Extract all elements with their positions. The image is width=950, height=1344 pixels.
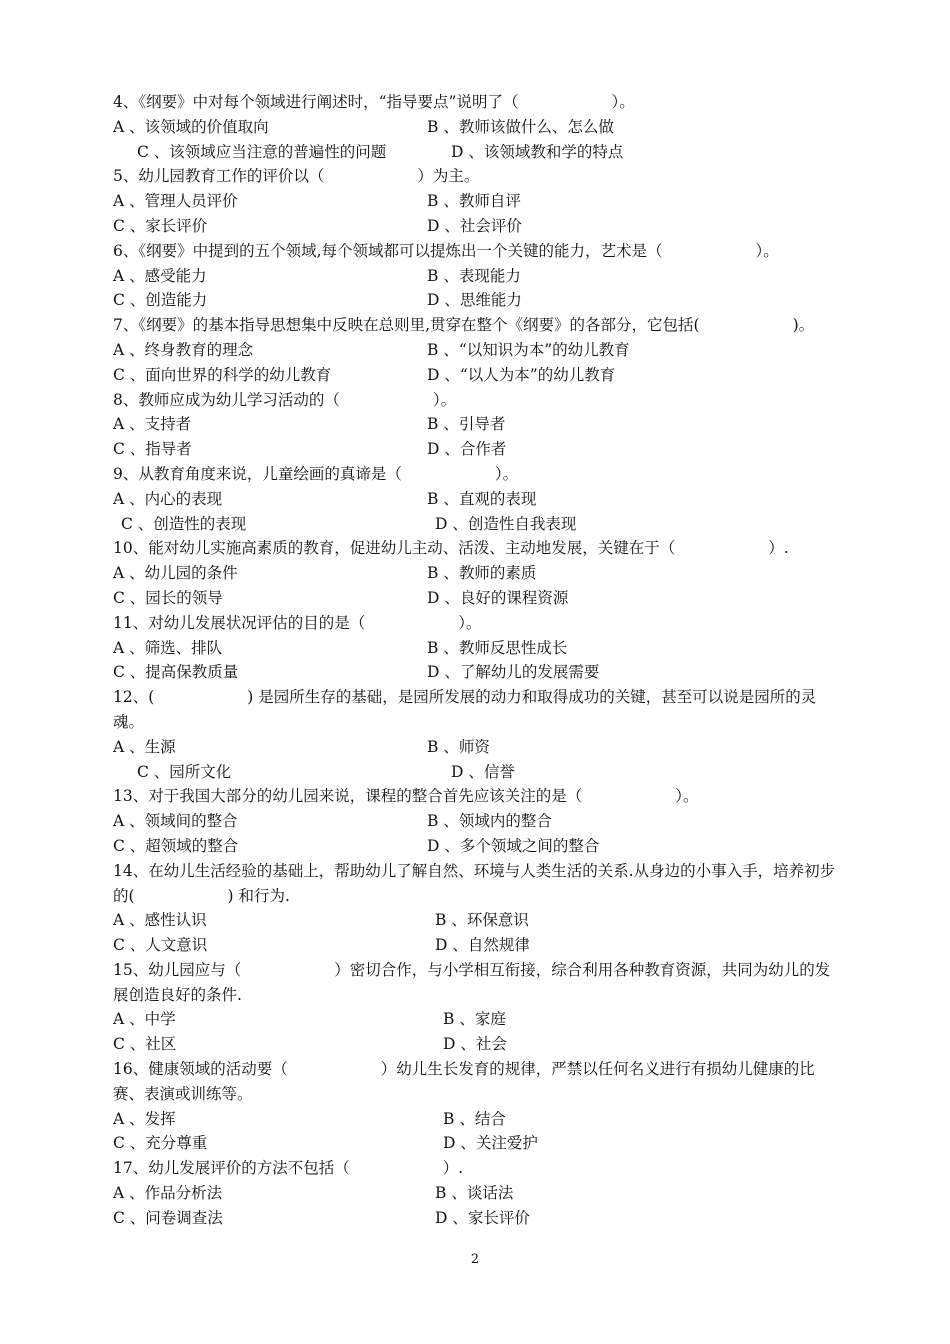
option-b: B 、环保意识 bbox=[435, 911, 529, 930]
question-13 bbox=[113, 784, 839, 858]
option-d: D 、信誉 bbox=[451, 762, 515, 781]
option-d: D 、社会 bbox=[443, 1035, 507, 1054]
option-d: D 、了解幼儿的发展需要 bbox=[427, 663, 600, 682]
option-c: C 、人文意识 bbox=[113, 936, 208, 955]
option-b: B 、谈话法 bbox=[435, 1184, 514, 1203]
question-stem: 17、幼儿发展评价的方法不包括（ ）. bbox=[113, 1159, 464, 1178]
page-number: 2 bbox=[470, 1252, 480, 1267]
option-b: B 、教师的素质 bbox=[427, 564, 537, 583]
question-6 bbox=[113, 239, 839, 313]
option-a: A 、领域间的整合 bbox=[113, 812, 238, 831]
option-a: A 、感性认识 bbox=[113, 911, 207, 930]
question-stem: 4、《纲要》中对每个领域进行阐述时，“指导要点”说明了（ ）。 bbox=[113, 93, 635, 111]
question-4 bbox=[113, 90, 839, 164]
option-a: A 、感受能力 bbox=[113, 266, 207, 285]
question-stem: 16、健康领域的活动要（ ）幼儿生长发育的规律，严禁以任何名义进行有损幼儿健康的比赛、表演或训练等。 bbox=[113, 1060, 815, 1103]
option-c: C 、创造能力 bbox=[113, 291, 208, 310]
option-c: C 、问卷调查法 bbox=[113, 1208, 223, 1227]
option-a: A 、发挥 bbox=[113, 1109, 176, 1128]
option-b: B 、教师自评 bbox=[427, 192, 521, 211]
question-8 bbox=[113, 388, 839, 462]
question-17 bbox=[113, 1156, 839, 1230]
option-b: B 、直观的表现 bbox=[427, 489, 537, 508]
option-d: D 、多个领域之间的整合 bbox=[427, 836, 600, 855]
question-list bbox=[113, 90, 839, 1231]
question-stem: 12、( ) 是园所生存的基础，是园所发展的动力和取得成功的关键，甚至可以说是园所的灵魂。 bbox=[113, 688, 817, 731]
option-b: B 、引导者 bbox=[427, 415, 506, 434]
option-c: C 、创造性的表现 bbox=[121, 514, 247, 533]
option-b: B 、表现能力 bbox=[427, 266, 521, 285]
option-a: A 、幼儿园的条件 bbox=[113, 564, 238, 583]
option-a: A 、内心的表现 bbox=[113, 489, 223, 508]
question-11 bbox=[113, 611, 839, 685]
option-a: A 、管理人员评价 bbox=[113, 192, 238, 211]
option-a: A 、生源 bbox=[113, 737, 176, 756]
option-a: A 、中学 bbox=[113, 1010, 176, 1029]
option-a: A 、支持者 bbox=[113, 415, 192, 434]
option-d: D 、该领域教和学的特点 bbox=[451, 142, 624, 161]
option-c: C 、家长评价 bbox=[113, 216, 208, 235]
question-stem: 10、能对幼儿实施高素质的教育，促进幼儿主动、活泼、主动地发展，关键在于（ ）. bbox=[113, 539, 789, 558]
option-b: B 、教师该做什么、怎么做 bbox=[427, 117, 614, 136]
question-stem: 6、《纲要》中提到的五个领域,每个领域都可以提炼出一个关键的能力，艺术是（ ）。 bbox=[113, 241, 779, 260]
question-stem: 8、教师应成为幼儿学习活动的（ ）。 bbox=[113, 390, 457, 409]
option-d: D 、社会评价 bbox=[427, 216, 522, 235]
question-12 bbox=[113, 685, 839, 784]
question-7 bbox=[113, 313, 839, 387]
question-stem: 5、幼儿园教育工作的评价以（ ）为主。 bbox=[113, 167, 480, 186]
question-5 bbox=[113, 164, 839, 238]
option-a: A 、终身教育的理念 bbox=[113, 340, 254, 359]
option-a: A 、作品分析法 bbox=[113, 1184, 223, 1203]
option-d: D 、关注爱护 bbox=[443, 1134, 538, 1153]
question-stem: 7、《纲要》的基本指导思想集中反映在总则里,贯穿在整个《纲要》的各部分，它包括( )。 bbox=[113, 316, 815, 335]
question-stem: 11、对幼儿发展状况评估的目的是（ ）。 bbox=[113, 613, 482, 632]
option-c: C 、该领域应当注意的普遍性的问题 bbox=[137, 142, 387, 161]
option-b: B 、家庭 bbox=[443, 1010, 506, 1029]
question-stem: 15、幼儿园应与（ ）密切合作，与小学相互衔接，综合利用各种教育资源，共同为幼儿的发展创造良好的条件. bbox=[113, 960, 831, 1004]
option-c: C 、社区 bbox=[113, 1035, 177, 1054]
question-stem: 9、从教育角度来说，儿童绘画的真谛是（ ）。 bbox=[113, 464, 519, 483]
option-b: B 、师资 bbox=[427, 737, 490, 756]
option-b: B 、“以知识为本”的幼儿教育 bbox=[427, 340, 630, 359]
option-d: D 、创造性自我表现 bbox=[435, 514, 577, 533]
option-b: B 、结合 bbox=[443, 1109, 506, 1128]
question-15 bbox=[113, 958, 839, 1057]
question-16 bbox=[113, 1057, 839, 1156]
option-d: D 、思维能力 bbox=[427, 291, 522, 310]
question-9 bbox=[113, 462, 839, 536]
option-d: D 、合作者 bbox=[427, 440, 507, 459]
option-c: C 、园所文化 bbox=[137, 762, 232, 781]
option-d: D 、自然规律 bbox=[435, 936, 530, 955]
question-stem: 14、在幼儿生活经验的基础上，帮助幼儿了解自然、环境与人类生活的关系.从身边的小事入手，培养初步的( ) 和行为. bbox=[113, 861, 836, 905]
option-a: A 、该领域的价值取向 bbox=[113, 117, 269, 136]
option-d: D 、良好的课程资源 bbox=[427, 588, 569, 607]
option-d: D 、家长评价 bbox=[435, 1208, 530, 1227]
option-c: C 、园长的领导 bbox=[113, 588, 223, 607]
option-c: C 、充分尊重 bbox=[113, 1134, 208, 1153]
option-c: C 、提高保教质量 bbox=[113, 663, 239, 682]
option-b: B 、领域内的整合 bbox=[427, 812, 552, 831]
question-stem: 13、对于我国大部分的幼儿园来说，课程的整合首先应该关注的是（ ）。 bbox=[113, 787, 699, 806]
option-b: B 、教师反思性成长 bbox=[427, 638, 568, 657]
question-14 bbox=[113, 859, 839, 958]
option-a: A 、筛选、排队 bbox=[113, 638, 223, 657]
option-c: C 、面向世界的科学的幼儿教育 bbox=[113, 365, 332, 384]
option-c: C 、超领域的整合 bbox=[113, 836, 239, 855]
option-d: D 、“以人为本”的幼儿教育 bbox=[427, 365, 616, 384]
option-c: C 、指导者 bbox=[113, 440, 192, 459]
question-10 bbox=[113, 536, 839, 610]
